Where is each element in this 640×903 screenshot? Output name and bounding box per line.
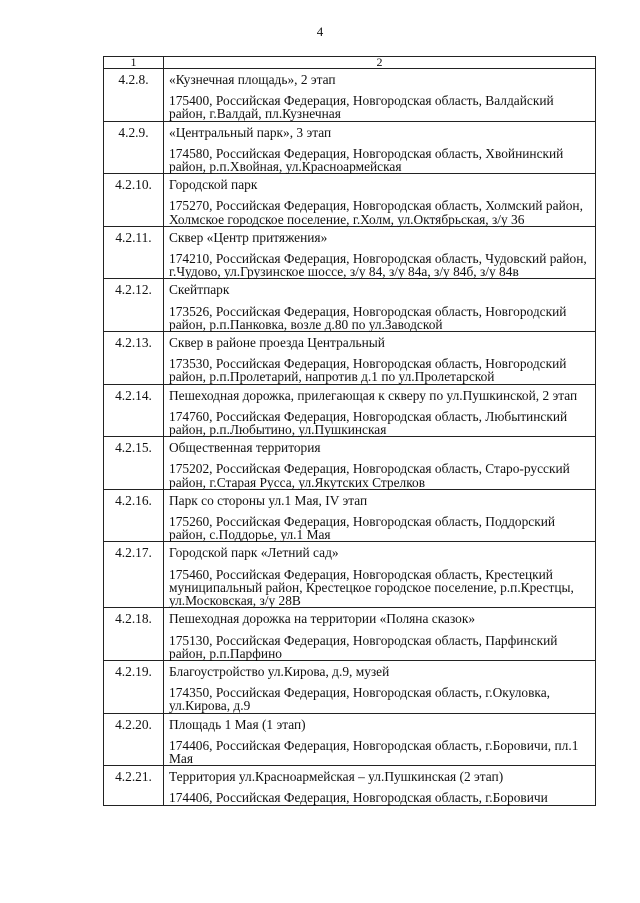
object-address: 174350, Российская Федерация, Новгородская область, г.Окуловка, ул.Кирова, д.9 [169, 685, 551, 714]
row-number: 4.2.11. [104, 226, 164, 279]
object-address: 174580, Российская Федерация, Новгородская область, Хвойнинский район, р.п.Хвойная, ул.Красноармейская [169, 145, 564, 175]
row-content [164, 713, 596, 766]
object-address: 173530, Российская Федерация, Новгородская область, Новгородский район, р.п.Пролетарий, напротив д.1 по ул.Пролетарской [169, 356, 567, 385]
object-name: Территория ул.Красноармейская – ул.Пушкинская (2 этап) [169, 769, 504, 785]
row-content [164, 174, 596, 227]
object-address: 175130, Российская Федерация, Новгородская область, Парфинский район, р.п.Парфино [169, 632, 558, 661]
row-number: 4.2.21. [104, 766, 164, 805]
row-content [164, 121, 596, 174]
object-name: Городской парк [169, 177, 258, 193]
table-row [104, 542, 596, 608]
row-number: 4.2.14. [104, 384, 164, 437]
object-address: 175260, Российская Федерация, Новгородская область, Поддорский район, с.Поддорье, ул.1 Мая [169, 514, 556, 543]
object-name: Сквер в районе проезда Центральный [169, 335, 385, 351]
object-address: 174760, Российская Федерация, Новгородская область, Любытинский район, р.п.Любытино, ул.Пушкинская [169, 408, 568, 438]
object-address: 174406, Российская Федерация, Новгородская область, г.Боровичи, пл.1 Мая [169, 737, 579, 766]
table-row [104, 489, 596, 542]
row-content [164, 69, 596, 122]
page-number: 4 [316, 24, 324, 39]
row-number: 4.2.13. [104, 332, 164, 385]
object-address: 174210, Российская Федерация, Новгородская область, Чудовский район, г.Чудово, ул.Грузинское шоссе, з/у 84, з/у 84а, з/у 84б, з/у 84в [169, 251, 587, 280]
table-row [104, 121, 596, 174]
table-row [104, 226, 596, 279]
object-address: 174406, Российская Федерация, Новгородская область, г.Боровичи [169, 790, 548, 806]
object-name: Общественная территория [169, 440, 321, 456]
row-number: 4.2.15. [104, 437, 164, 490]
table-row [104, 174, 596, 227]
table-row [104, 384, 596, 437]
row-content [164, 226, 596, 279]
row-number: 4.2.10. [104, 174, 164, 227]
table-row [104, 608, 596, 661]
row-number: 4.2.12. [104, 279, 164, 332]
table-row [104, 713, 596, 766]
row-content [164, 766, 596, 805]
object-name: Пешеходная дорожка, прилегающая к скверу по ул.Пушкинской, 2 этап [169, 387, 578, 403]
objects-table [103, 56, 596, 806]
row-number: 4.2.19. [104, 660, 164, 713]
object-address: 173526, Российская Федерация, Новгородская область, Новгородский район, р.п.Панковка, возле д.80 по ул.Заводской [169, 303, 567, 332]
object-name: «Кузнечная площадь», 2 этап [169, 72, 336, 87]
row-number: 4.2.8. [104, 69, 164, 122]
table-row [104, 660, 596, 713]
row-number: 4.2.16. [104, 489, 164, 542]
table-header-row [104, 57, 596, 69]
row-content [164, 437, 596, 490]
object-address: 175202, Российская Федерация, Новгородская область, Старо-русский район, г.Старая Русса, ул.Якутских Стрелков [169, 461, 570, 490]
table-row [104, 69, 596, 122]
row-content [164, 489, 596, 542]
table-row [104, 437, 596, 490]
column-header-2: 2 [164, 57, 596, 69]
object-name: Пешеходная дорожка на территории «Поляна сказок» [169, 611, 476, 627]
row-number: 4.2.9. [104, 121, 164, 174]
row-number: 4.2.18. [104, 608, 164, 661]
row-content [164, 608, 596, 661]
row-content [164, 542, 596, 608]
object-address: 175400, Российская Федерация, Новгородская область, Валдайский район, г.Валдай, пл.Кузнечная [169, 93, 554, 122]
object-address: 175270, Российская Федерация, Новгородская область, Холмский район, Холмское городское поселение, г.Холм, ул.Октябрьская, з/у 36 [169, 198, 583, 227]
table-row [104, 332, 596, 385]
object-name: «Центральный парк», 3 этап [169, 124, 332, 140]
row-content [164, 384, 596, 437]
row-content [164, 279, 596, 332]
object-name: Парк со стороны ул.1 Мая, IV этап [169, 492, 368, 508]
table-row [104, 279, 596, 332]
object-address: 175460, Российская Федерация, Новгородская область, Крестецкий муниципальный район, Крестецкое городское поселение, р.п.Крестцы, ул.Московская, з/у 28В [169, 566, 574, 609]
column-header-1: 1 [104, 57, 164, 69]
object-name: Скейтпарк [169, 282, 230, 298]
row-number: 4.2.17. [104, 542, 164, 608]
row-content [164, 332, 596, 385]
object-name: Площадь 1 Мая (1 этап) [169, 716, 306, 732]
row-content [164, 660, 596, 713]
object-name: Благоустройство ул.Кирова, д.9, музей [169, 663, 390, 679]
table-row [104, 766, 596, 805]
row-number: 4.2.20. [104, 713, 164, 766]
object-name: Сквер «Центр притяжения» [169, 229, 328, 245]
object-name: Городской парк «Летний сад» [169, 545, 339, 561]
